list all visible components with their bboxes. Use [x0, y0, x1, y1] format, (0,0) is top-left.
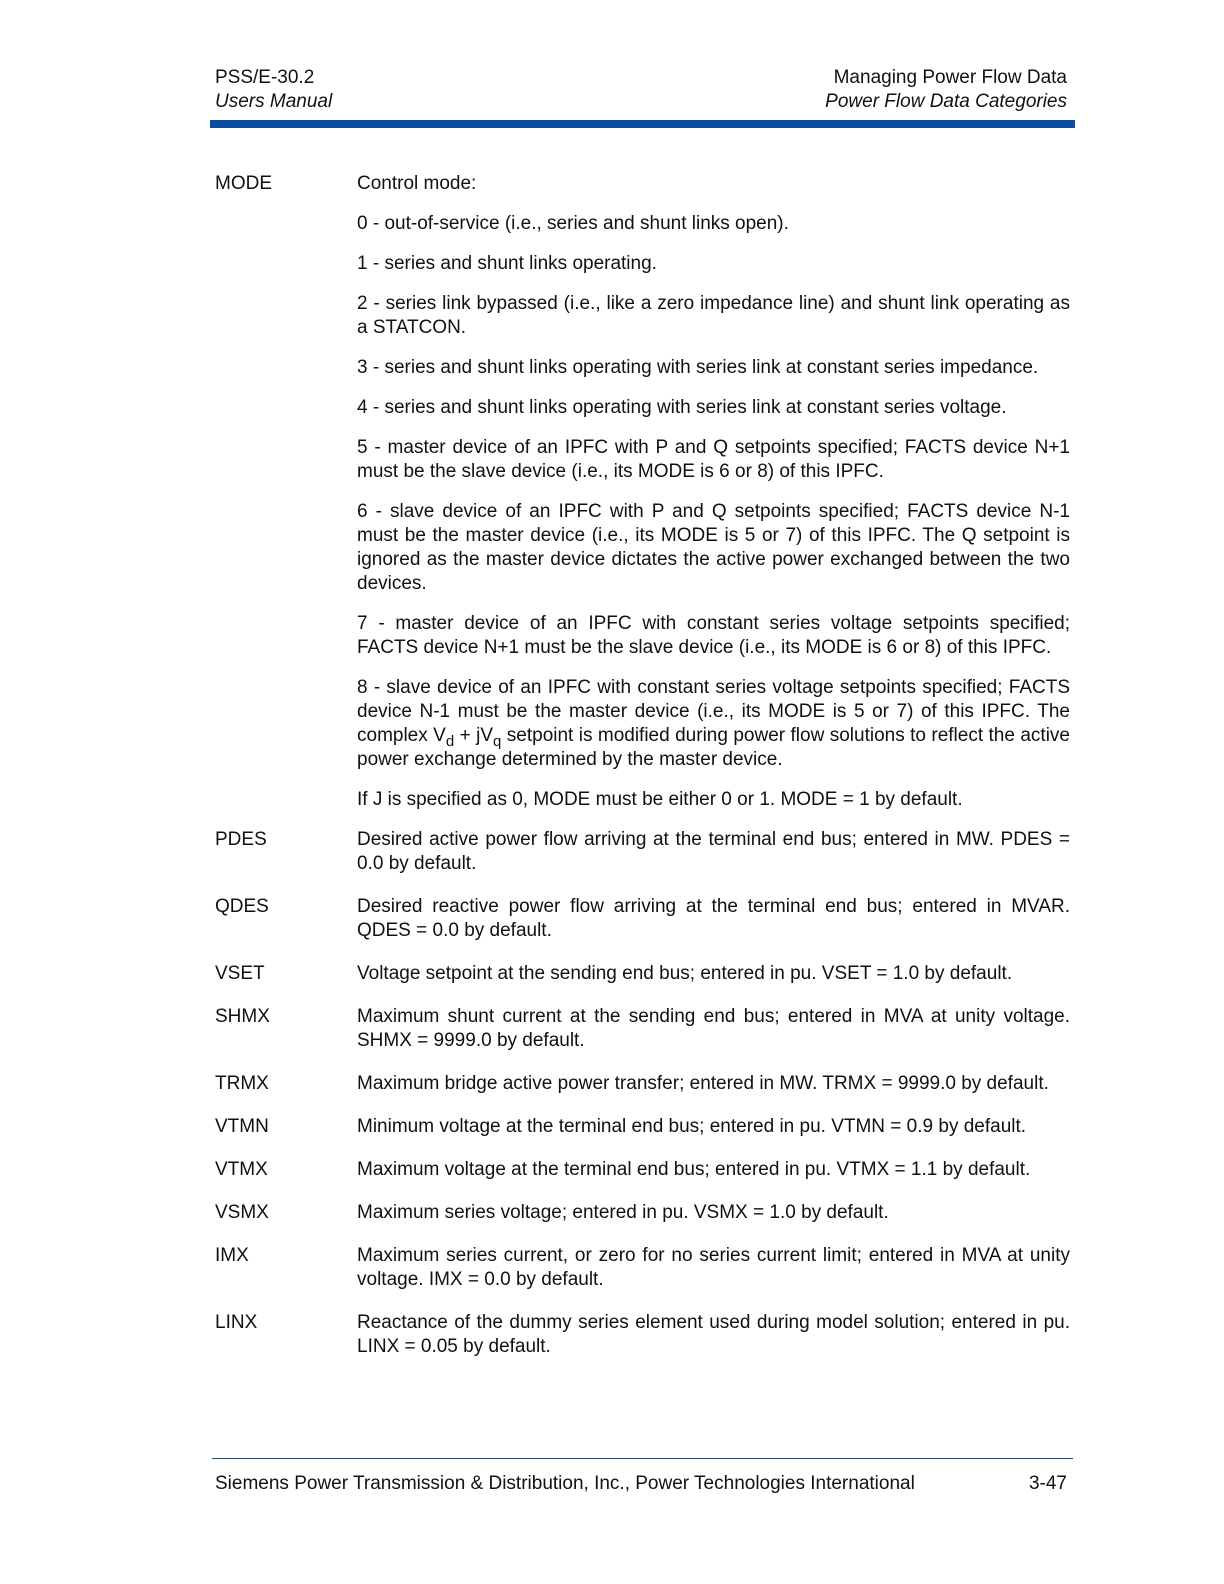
header-left: [215, 66, 332, 114]
definition-term: PDES: [215, 829, 267, 850]
definition-term: VTMX: [215, 1159, 268, 1180]
header-right: [825, 66, 1067, 114]
definition-body: Desired active power flow arriving at the terminal end bus; entered in MW. PDES = 0.0 by default.: [357, 829, 1070, 874]
definition-row-vtmx: [215, 1158, 1070, 1182]
definition-body: Maximum voltage at the terminal end bus; entered in pu. VTMX = 1.1 by default.: [357, 1159, 1031, 1180]
definition-term: TRMX: [215, 1073, 269, 1094]
mode-item: 5 - master device of an IPFC with P and Q setpoints specified; FACTS device N+1 must be the slave device (i.e., its MODE is 6 or 8) of this IPFC.: [357, 437, 1070, 482]
subscript-d: d: [445, 733, 455, 750]
definition-term: MODE: [215, 173, 272, 194]
definition-term: VSET: [215, 963, 265, 984]
doc-subtitle: Users Manual: [215, 91, 333, 112]
mode-item: 1 - series and shunt links operating.: [357, 253, 657, 274]
mode-item: 0 - out-of-service (i.e., series and shunt links open).: [357, 213, 789, 234]
definition-row-linx: [215, 1311, 1070, 1359]
mode-item-8-text: 8 - slave device of an IPFC with constant series voltage setpoints specified; FACTS device N-1 must be the master device (i.e., its MODE is 5 or 7) of this IPFC. The complex V: [357, 677, 1070, 746]
definition-row-imx: [215, 1244, 1070, 1292]
page-number: 3-47: [1028, 1473, 1067, 1494]
definition-term: QDES: [215, 896, 269, 917]
definition-row-qdes: [215, 895, 1070, 943]
definition-row-vtmn: [215, 1115, 1070, 1139]
mode-item: 4 - series and shunt links operating with series link at constant series voltage.: [357, 397, 1007, 418]
mode-note: If J is specified as 0, MODE must be either 0 or 1. MODE = 1 by default.: [357, 789, 963, 810]
definition-body: Maximum bridge active power transfer; entered in MW. TRMX = 9999.0 by default.: [357, 1073, 1049, 1094]
page-content: [215, 172, 1070, 1378]
definition-row-trmx: [215, 1072, 1070, 1096]
mode-item-8-text: setpoint is modified during power flow solutions to reflect the active power exchange determined by the master device.: [357, 725, 1070, 770]
definition-row-mode: [215, 172, 1070, 812]
definition-term: LINX: [215, 1312, 258, 1333]
subscript-q: q: [493, 733, 502, 750]
definition-row-shmx: [215, 1005, 1070, 1053]
definition-term: IMX: [215, 1245, 249, 1266]
definition-body: [357, 172, 1070, 812]
mode-item-8-text: + jV: [454, 725, 494, 746]
mode-item: 7 - master device of an IPFC with constant series voltage setpoints specified; FACTS device N+1 must be the slave device (i.e., its MODE is 6 or 8) of this IPFC.: [357, 613, 1070, 658]
definition-body: Desired reactive power flow arriving at the terminal end bus; entered in MVAR. QDES = 0.0 by default.: [357, 896, 1070, 941]
mode-item-8: [357, 676, 1070, 772]
footer-divider: [212, 1458, 1073, 1459]
parameter-list: [215, 828, 1070, 1359]
definition-body: Maximum series voltage; entered in pu. VSMX = 1.0 by default.: [357, 1202, 889, 1223]
definition-body: Reactance of the dummy series element used during model solution; entered in pu. LINX = 0.05 by default.: [357, 1312, 1070, 1357]
section-title: Managing Power Flow Data: [833, 67, 1067, 88]
definition-row-pdes: [215, 828, 1070, 876]
mode-item: 6 - slave device of an IPFC with P and Q setpoints specified; FACTS device N-1 must be the master device (i.e., its MODE is 5 or 7) of this IPFC. The Q setpoint is ignored as the master device dictates the active power exchanged between the two devices.: [357, 501, 1070, 594]
definition-term: VTMN: [215, 1116, 269, 1137]
definition-body: Minimum voltage at the terminal end bus; entered in pu. VTMN = 0.9 by default.: [357, 1116, 1027, 1137]
mode-item: 2 - series link bypassed (i.e., like a zero impedance line) and shunt link operating as a STATCON.: [357, 293, 1070, 338]
header-divider: [210, 120, 1075, 128]
section-subtitle: Power Flow Data Categories: [825, 91, 1067, 112]
mode-item: 3 - series and shunt links operating with series link at constant series impedance.: [357, 357, 1039, 378]
footer-company: Siemens Power Transmission & Distribution, Inc., Power Technologies International: [215, 1473, 915, 1494]
definition-row-vsmx: [215, 1201, 1070, 1225]
definition-row-vset: [215, 962, 1070, 986]
definition-body: Maximum shunt current at the sending end bus; entered in MVA at unity voltage. SHMX = 9999.0 by default.: [357, 1006, 1070, 1051]
definition-term: VSMX: [215, 1202, 269, 1223]
definition-body: Voltage setpoint at the sending end bus; entered in pu. VSET = 1.0 by default.: [357, 963, 1013, 984]
mode-intro: Control mode:: [357, 173, 477, 194]
definition-term: SHMX: [215, 1006, 270, 1027]
definition-body: Maximum series current, or zero for no series current limit; entered in MVA at unity voltage. IMX = 0.0 by default.: [357, 1245, 1070, 1290]
doc-title: PSS/E-30.2: [215, 67, 315, 88]
